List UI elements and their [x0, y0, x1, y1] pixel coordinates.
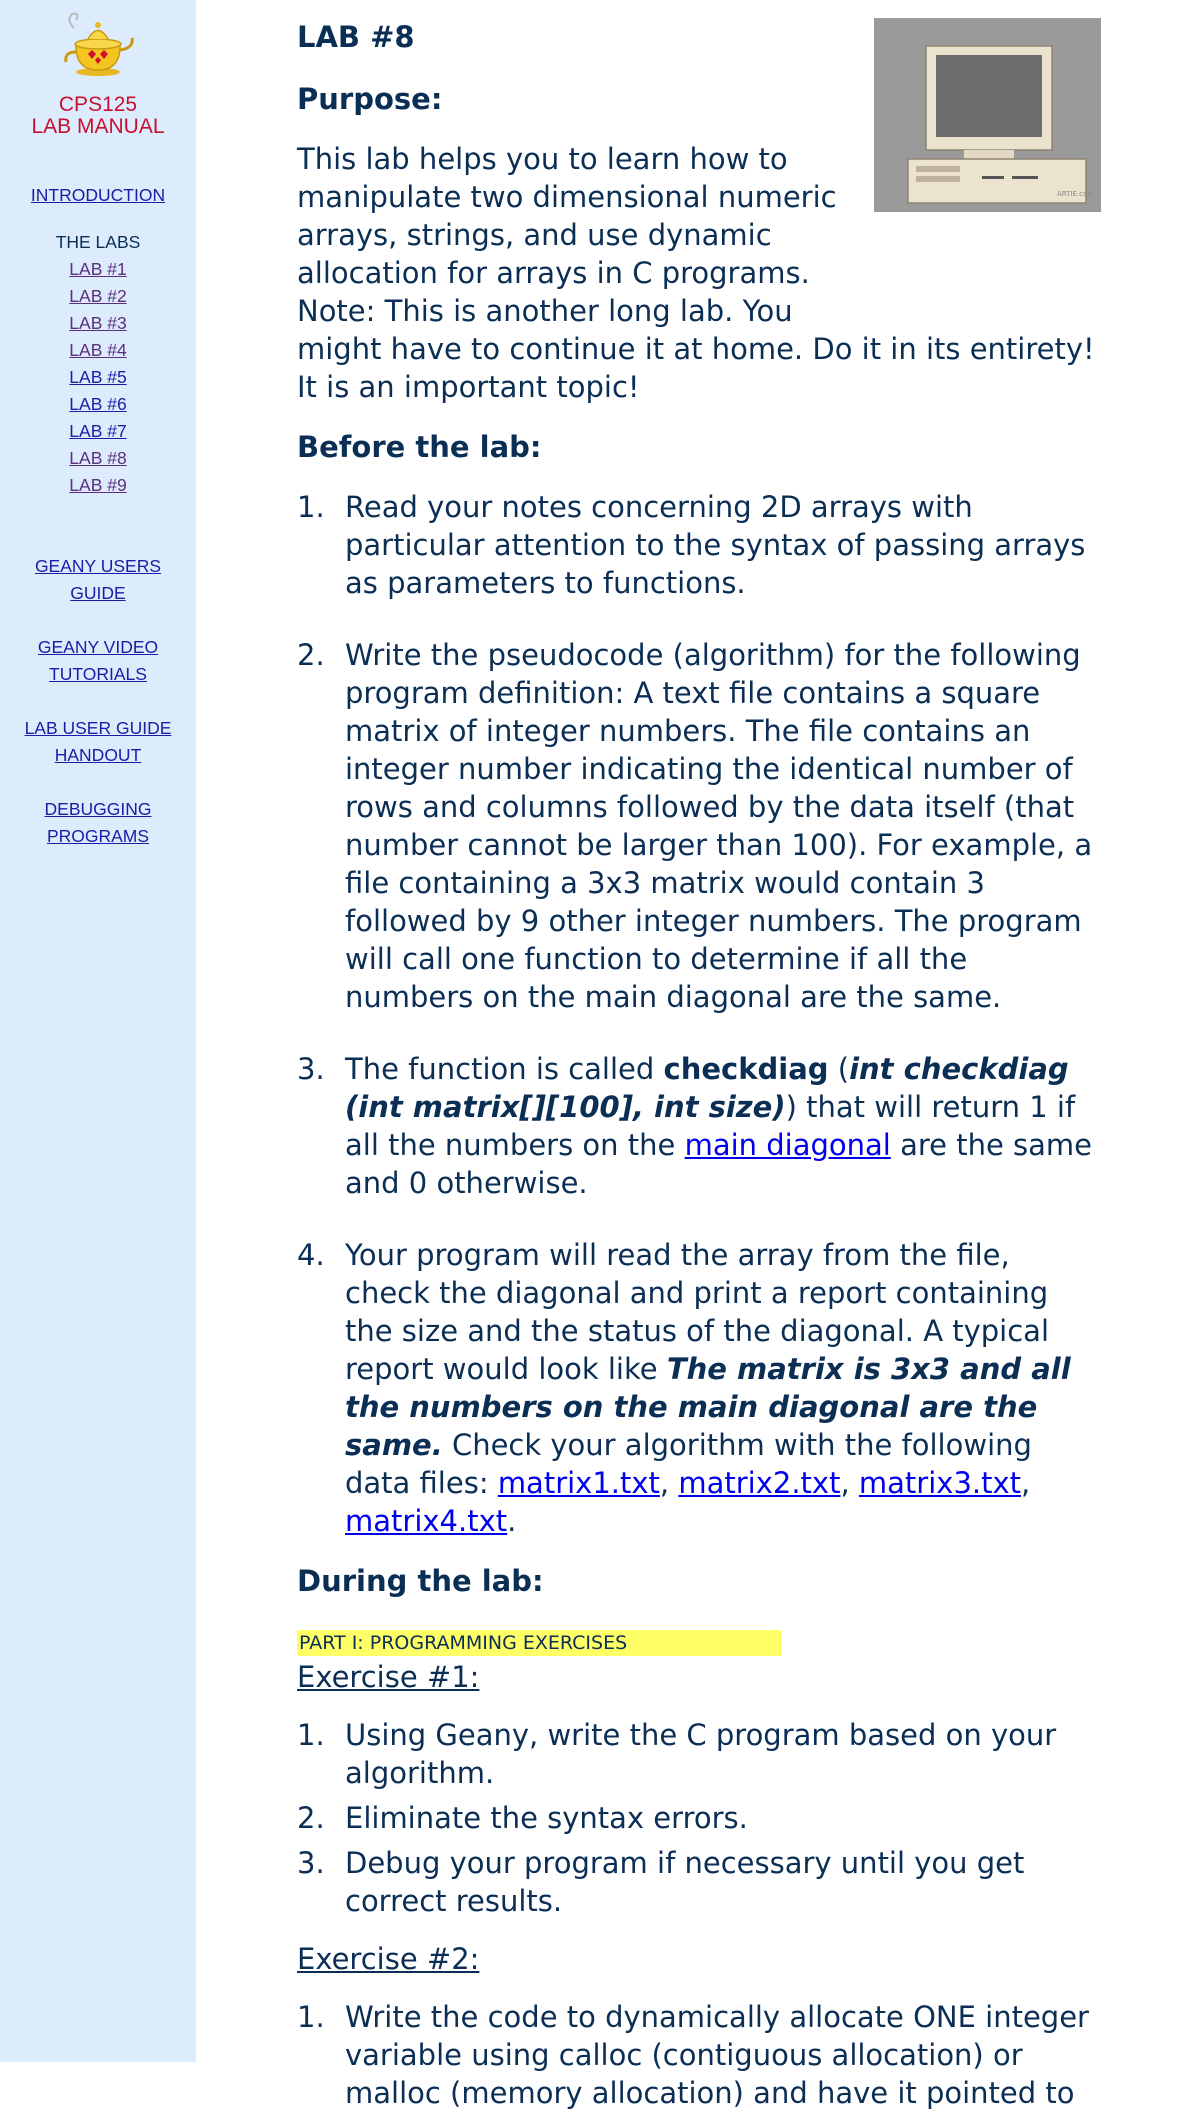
list-item	[297, 1050, 1101, 1202]
list-number: 1.	[297, 1718, 325, 1752]
matrix4-link[interactable]: matrix4.txt	[345, 1504, 508, 1538]
list-item	[297, 1716, 1101, 1792]
exercise1-heading: Exercise #1:	[297, 1660, 480, 1694]
nav-lab-8[interactable]: LAB #8	[69, 448, 127, 468]
matrix1-link[interactable]: matrix1.txt	[497, 1466, 660, 1500]
sidebar-nav	[0, 0, 196, 2062]
nav-debugging-line2[interactable]: PROGRAMS	[46, 826, 150, 846]
nav-geany-users-guide[interactable]	[0, 553, 196, 607]
nav-lab-user-guide-line1[interactable]: LAB USER GUIDE	[24, 718, 172, 738]
list-separator: ,	[1021, 1466, 1031, 1500]
nav-lab-5[interactable]: LAB #5	[69, 367, 127, 387]
list-number: 2.	[297, 638, 325, 672]
page-title: LAB #8	[297, 20, 415, 54]
nav-lab-6[interactable]: LAB #6	[69, 394, 127, 414]
part1-row	[297, 1626, 1101, 1656]
image-float-spacer	[867, 140, 1101, 330]
nav-geany-users-guide-line2[interactable]: GUIDE	[70, 583, 126, 603]
list-number: 1.	[297, 2000, 325, 2034]
purpose-heading: Purpose:	[297, 82, 443, 116]
list-number: 2.	[297, 1801, 325, 1835]
exercise1-list	[297, 1716, 1101, 1920]
nav-geany-video-tutorials[interactable]	[0, 634, 196, 688]
nav-lab-7[interactable]: LAB #7	[69, 421, 127, 441]
nav-lab-3[interactable]: LAB #3	[69, 313, 127, 333]
list-number: 3.	[297, 1846, 325, 1880]
course-title-line2: LAB MANUAL	[31, 115, 165, 138]
list-text: ) that will return 1 if all the numbers on the	[345, 1090, 1076, 1162]
list-text: The function is called	[345, 1052, 664, 1086]
nav-debugging-line1[interactable]: DEBUGGING	[44, 799, 152, 819]
sample-report: The matrix is 3x3 and all the numbers on the main diagonal are the same.	[345, 1352, 1071, 1462]
function-name: checkdiag	[663, 1052, 829, 1086]
list-number: 4.	[297, 1238, 325, 1272]
list-item	[297, 1998, 1101, 2112]
purpose-text	[297, 140, 1101, 406]
list-text: (	[828, 1052, 850, 1086]
watermark-text: ARTIE.com	[1057, 190, 1095, 198]
genie-lamp-logo	[58, 8, 138, 78]
nav-lab-user-guide[interactable]	[0, 715, 196, 769]
list-text: Write the code to dynamically allocate ONE integer variable using calloc (contiguous allocation) or malloc (memory allocation) and have it pointed to	[345, 2000, 1089, 2110]
list-text: Read your notes concerning 2D arrays with particular attention to the syntax of passing arrays as parameters to functions.	[345, 490, 1086, 600]
list-text: Using Geany, write the C program based on your algorithm.	[345, 1718, 1057, 1790]
nav-geany-users-guide-line1[interactable]: GEANY USERS	[34, 556, 162, 576]
main-content	[297, 0, 1101, 2112]
nav-geany-video-line2[interactable]: TUTORIALS	[49, 664, 147, 684]
part1-highlight: PART I: PROGRAMMING EXERCISES	[297, 1630, 781, 1656]
nav-lab-2[interactable]: LAB #2	[69, 286, 127, 306]
list-item	[297, 488, 1101, 602]
nav-introduction[interactable]: INTRODUCTION	[30, 185, 166, 205]
labs-heading: THE LABS	[55, 232, 141, 252]
main-diagonal-link[interactable]: main diagonal	[684, 1128, 891, 1162]
nav-debugging-programs[interactable]	[0, 796, 196, 850]
nav-lab-1[interactable]: LAB #1	[69, 259, 127, 279]
matrix2-link[interactable]: matrix2.txt	[678, 1466, 841, 1500]
during-lab-heading: During the lab:	[297, 1564, 544, 1598]
function-signature: int checkdiag (int matrix[][100], int size)	[345, 1052, 1069, 1124]
exercise2-heading: Exercise #2:	[297, 1942, 480, 1976]
list-item	[297, 636, 1101, 1016]
list-text: Your program will read the array from the file, check the diagonal and print a report containing the size and the status of the diagonal. A typical report would look like	[345, 1238, 1050, 1386]
before-lab-heading: Before the lab:	[297, 430, 542, 464]
exercise2-list	[297, 1998, 1101, 2112]
list-separator: ,	[840, 1466, 859, 1500]
nav-lab-4[interactable]: LAB #4	[69, 340, 127, 360]
list-text: Check your algorithm with the following data files:	[345, 1428, 1032, 1500]
list-text: are the same and 0 otherwise.	[345, 1128, 1092, 1200]
list-separator: .	[507, 1504, 517, 1538]
nav-lab-user-guide-line2[interactable]: HANDOUT	[54, 745, 142, 765]
course-title-line1: CPS125	[58, 93, 138, 116]
list-text: Eliminate the syntax errors.	[345, 1801, 748, 1835]
list-separator: ,	[659, 1466, 679, 1500]
matrix3-link[interactable]: matrix3.txt	[858, 1466, 1022, 1500]
purpose-paragraph: This lab helps you to learn how to manipulate two dimensional numeric arrays, strings, and use dynamic allocation for arrays in C programs. Note: This is another long lab. You might have to continue it at home. Do it in its entirety! It is an important topic!	[297, 142, 1095, 404]
nav-lab-9[interactable]: LAB #9	[69, 475, 127, 495]
list-text: Write the pseudocode (algorithm) for the following program definition: A text file contains a square matrix of integer numbers. The file contains an integer number indicating the identical number of rows and columns followed by the data itself (that number cannot be larger than 100). For example, a file containing a 3x3 matrix would contain 3 followed by 9 other integer numbers. The program will call one function to determine if all the numbers on the main diagonal are the same.	[345, 638, 1093, 1014]
list-number: 1.	[297, 490, 325, 524]
list-text: Debug your program if necessary until you get correct results.	[345, 1846, 1025, 1918]
list-item	[297, 1844, 1101, 1920]
list-item	[297, 1236, 1101, 1540]
list-number: 3.	[297, 1052, 325, 1086]
before-lab-list	[297, 488, 1101, 1540]
nav-geany-video-line1[interactable]: GEANY VIDEO	[37, 637, 159, 657]
list-item	[297, 1799, 1101, 1837]
